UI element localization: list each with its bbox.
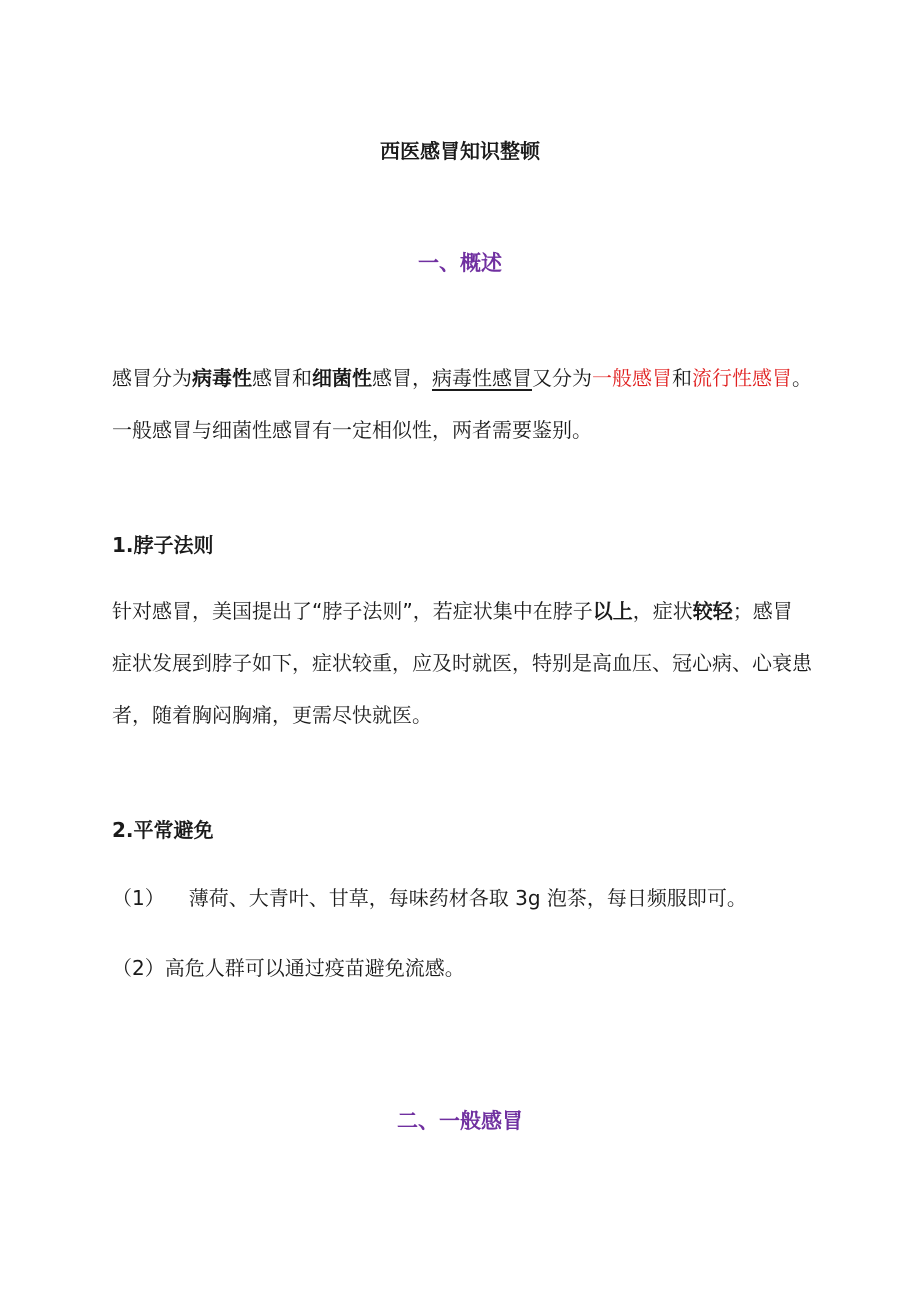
neck-rule-text: ；感冒症状发展到脖子如下，症状较重，应及时就医，特别是高血压、冠心病、心衰患者，随着胸闷胸痛，更需尽快就医。 [112, 599, 812, 727]
overview-text: 感冒， [372, 366, 432, 390]
common-cold-term: 一般感冒 [592, 366, 672, 390]
document-title: 西医感冒知识整顿 [380, 139, 540, 163]
overview-text: 又分为 [532, 366, 592, 390]
overview-text: 感冒和 [252, 366, 312, 390]
list-item-number: （1） [112, 886, 165, 910]
bacterial-term: 细菌性 [312, 366, 372, 390]
above-term: 以上 [592, 599, 633, 623]
overview-text: 和 [672, 366, 692, 390]
viral-term: 病毒性 [192, 366, 252, 390]
section-heading-overview: 一、概述 [418, 251, 502, 275]
mild-term: 较轻 [692, 599, 733, 623]
viral-cold-underlined: 病毒性感冒 [432, 366, 532, 390]
list-item-number: （2） [112, 956, 165, 980]
list-item-text: 薄荷、大青叶、甘草，每味药材各取 3g 泡茶，每日频服即可。 [188, 886, 747, 910]
neck-rule-heading: 1.脖子法则 [112, 533, 214, 557]
section-heading-common-cold: 二、一般感冒 [397, 1109, 523, 1133]
overview-text: 感冒分为 [112, 366, 192, 390]
list-item [112, 953, 465, 983]
influenza-term: 流行性感冒 [692, 366, 792, 390]
list-item-text: 高危人群可以通过疫苗避免流感。 [164, 956, 465, 980]
overview-text: 。一般感冒与细菌性感冒有一定相似性，两者需要鉴别。 [112, 366, 812, 442]
overview-paragraph [112, 352, 812, 456]
neck-rule-text: ，症状 [632, 599, 693, 623]
prevention-heading: 2.平常避免 [112, 818, 214, 842]
list-item [112, 883, 747, 913]
neck-rule-text: 针对感冒，美国提出了“脖子法则”，若症状集中在脖子 [112, 599, 593, 623]
neck-rule-paragraph [112, 585, 812, 741]
